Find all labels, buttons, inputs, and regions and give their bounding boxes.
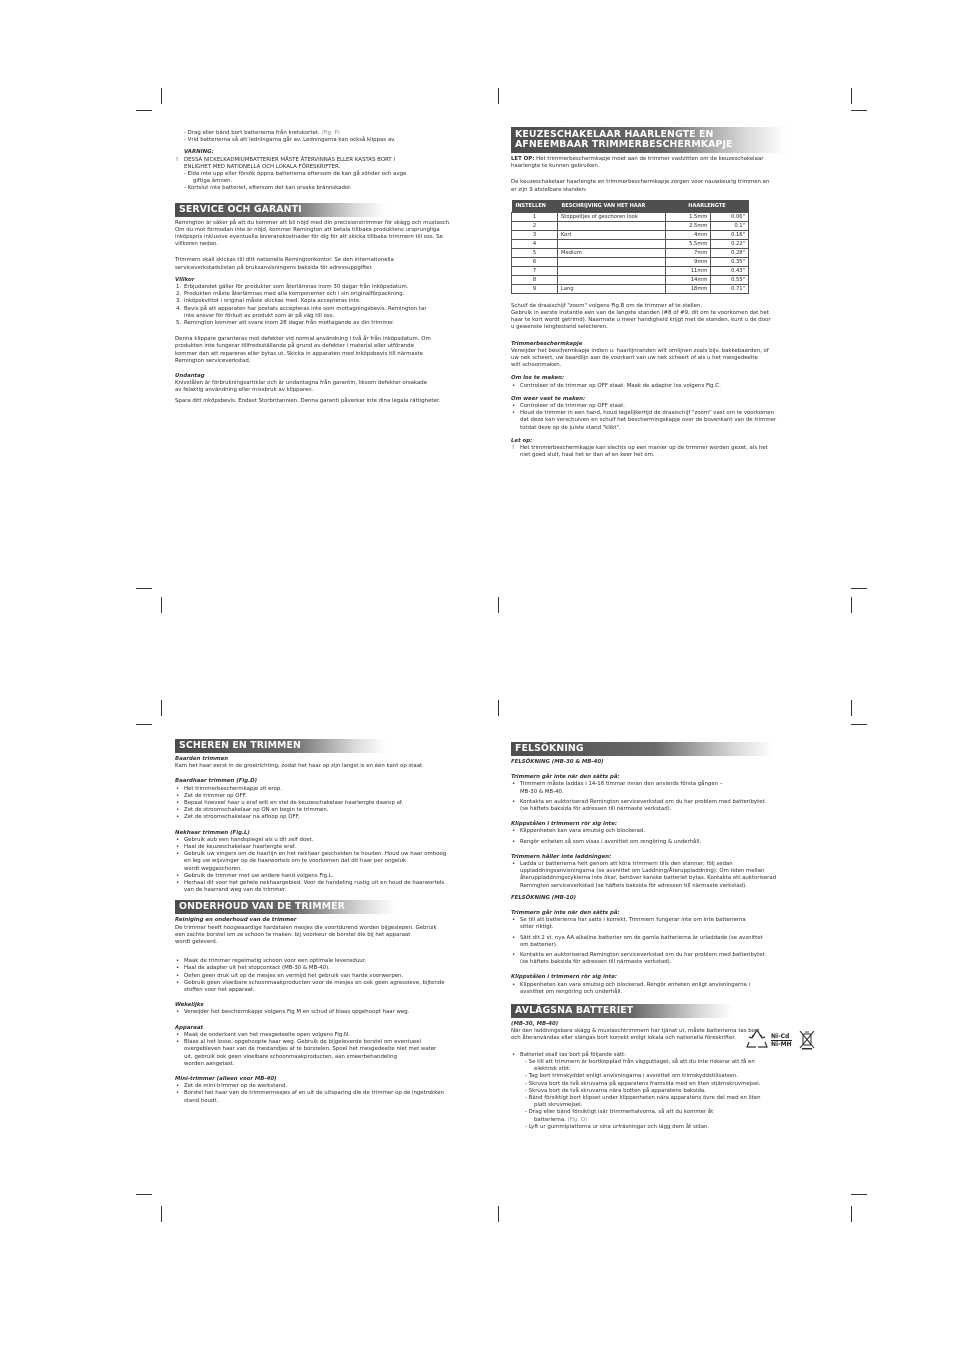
crop-mark: [851, 110, 867, 111]
table-cell: 0.22": [711, 239, 749, 248]
table-cell: Lang: [558, 284, 666, 293]
warning-icon: !: [512, 445, 515, 452]
mini-list: [175, 1083, 485, 1105]
nekhaar-list: [175, 837, 485, 895]
table-cell: [558, 266, 666, 275]
list-item: • Haal de keuzeschakelaar haarlengte eraf.: [176, 844, 296, 851]
table-cell: [558, 239, 666, 248]
table-cell: 2.5mm: [666, 221, 711, 230]
table-header: BESCHRIJVING VAN HET HAAR: [558, 200, 666, 213]
letop-note: LET OP: Het trimmerbeschermkapje moet aan de trimmer vastzitten om de keuzeschakelaar haarlengte te kunnen gebruiken.: [511, 156, 764, 170]
list-item: • Gebruik de trimmer met uw andere hand volgens Fig.L.: [176, 872, 334, 879]
baarden-title: Baarden trimmen: [175, 756, 229, 762]
section-title-felsokning: FELSÖKNING: [511, 742, 773, 756]
letop2-block: ! Het trimmerbeschermkapje kan slechts op een manier op de trimmer worden gezet, als het niet goed sluit, haal het er dan af en keer het om.: [512, 445, 768, 459]
list-item: • Gebruik uw vingers om de haarlijn en het nekhaar gescheiden te houden. Houd uw haar omhoog en leg uw wijsvinger op de haarwortels om te voorkomen dat dit haar per ongeluk wordt weggeschoren.: [176, 851, 447, 872]
list-item: • Zet de trimmer op OFF.: [176, 792, 247, 799]
table-row: [512, 230, 749, 239]
hair-length-table: [511, 200, 749, 294]
crop-mark: [851, 88, 852, 104]
warning-block: ! DESSA NICKELKADMIUMBATTERIER MÅSTE ÅTERVINNAS ELLER KASTAS BORT I ENLIGHET MED NATIONELLA OCH LOKALA FÖRESKRIFTER. - Elda inte upp eller försök öppna batterierna eftersom de kan gå sönder och avge giftiga ämnen. - Kortslut inte batteriet, eftersom det kan orsaka brännskador.: [176, 156, 407, 192]
trimmerbeschermkapje-text: Verwijder het beschermkapje indien u: haarlijnranden wilt omlijnen zoals bijv. bakkebaarden, of uw nek scheert, uw baardlijn aan de voorkant van uw nek scheert of als u het mesgedeelte wilt schoonmaken.: [511, 347, 769, 369]
section-title-scheren: SCHEREN EN TRIMMEN: [175, 739, 385, 753]
table-cell: 0.06": [711, 212, 749, 221]
list-item: 4. Bevis på att apparaten har postats accepteras inte som mottagningsbevis. Remington tar inte ansvar för förlust av produkt som är på väg till oss.: [176, 305, 427, 319]
list-item: • Ladda ur batterierna helt genom att köra trimmern tills den stannar; följ sedan uppladdningsanvisningarna (se avsnittet om Laddning/Återuppladdning). Om tiden mellan återuppladdningscyklerna inte ökar, behöver kanske batteriet bytas. Kontakta ett auktoriserad Remington serviceverkstad (se häftets baksida för adressen till närmaste verkstad).: [512, 861, 777, 889]
list-item: • Kontakta en auktoriserad Remington serviceverkstad om du har problem med batteribytet. (se häftets baksida för adressen till närmaste verkstad).: [512, 952, 767, 966]
wekelijks-title: Wekelijks: [175, 1002, 204, 1009]
table-row: [512, 266, 749, 275]
top-left-column: [175, 130, 485, 405]
list-item: • Gebruik geen vloeibare schoonmaakproducten voor de mesjes en ook geen agressieve, bijtende stoffen voor het apparaat.: [176, 979, 445, 994]
zoom-instruction: Schuif de draaischijf "zoom" volgens Fig.B om de trimmer af te stellen.: [511, 302, 703, 309]
table-cell: [558, 221, 666, 230]
table-cell: 0.55": [711, 275, 749, 284]
avlagsna-intro: När den laddningsbara skägg & mustaschtrimmern har tjänat ut, måste batterierna tas bort och återanvändas eller slängas bort korrekt enligt lokala och nationella föreskrifter.: [511, 1028, 760, 1042]
table-cell: 0.71": [711, 284, 749, 293]
bottom-left-column: [175, 739, 485, 1105]
table-cell: 0.35": [711, 257, 749, 266]
mini-title: Mini-trimmer (alleen voor MB-40): [175, 1075, 277, 1082]
table-cell: [558, 275, 666, 284]
table-cell: 0.1": [711, 221, 749, 230]
section-title-keuze: KEUZESCHAKELAAR HAARLENGTE EN AFNEEMBAAR TRIMMERBESCHERMKAPJE: [511, 127, 786, 153]
g3-title: Trimmern håller inte laddningen:: [511, 853, 612, 860]
list-item: • Maak de trimmer regelmatig schoon voor een optimale levensduur.: [176, 958, 367, 965]
top-right-column: [511, 127, 816, 459]
table-row: [512, 221, 749, 230]
undantag-text: Knivstålen är förbrukningsartiklar och är undantagna från garantin, liksom defekter orsakade av felaktig användning eller missbruk av klipparen.: [175, 380, 428, 394]
vast-title: Om weer vast te maken:: [511, 395, 586, 402]
section-title-service: SERVICE OCH GARANTI: [175, 203, 385, 217]
table-cell: Stoppeltjes of geschoren look: [558, 212, 666, 221]
crop-mark: [498, 597, 499, 613]
table-cell: [558, 257, 666, 266]
crop-mark: [851, 724, 867, 725]
table-cell: 5.5mm: [666, 239, 711, 248]
table-cell: 6: [512, 257, 558, 266]
length-advice: Gebruik in eerste instantie een van de langste standen (#8 of #9, dit om te voorkomen dat het haar te kort wordt getrimd). Naarmate u meer handigheid krijgt met de standen, kunt u de door u gewenste lengtestand selecteren.: [511, 310, 771, 331]
crop-mark: [498, 1206, 499, 1222]
list-item: • Houd de trimmer in een hand, houd tegelijkertijd de draaischijf "zoom" vast om te voorkomen dat deze kan verschuiven en schuif het beschermingskapje over de bovenkant van de trimmer totdat deze op de juiste stand "klikt".: [512, 410, 777, 431]
list-item: 5. Remington kommer att svara inom 28 dagar från mottagande av din trimmer.: [176, 320, 395, 327]
bottom-right-column: [511, 742, 816, 1131]
table-cell: Medium: [558, 248, 666, 257]
crop-mark: [851, 597, 852, 613]
list-item: • Zet de stroomschakelaar na afloop op OFF.: [176, 814, 300, 821]
los-title: Om los te maken:: [511, 375, 565, 382]
list-item: • Zet de stroomschakelaar op ON en begin te trimmen.: [176, 807, 329, 814]
avlagsna-sub: (MB-30, MB-40): [511, 1021, 559, 1028]
onderhoud-list: [175, 958, 485, 994]
table-row: [512, 284, 749, 293]
list-item: • Het trimmerbeschermkapje zit erop.: [176, 785, 282, 792]
g2-title: Klippstålen i trimmern rör sig inte:: [511, 821, 618, 828]
crop-mark: [498, 88, 499, 104]
crop-mark: [136, 724, 152, 725]
list-item: • Zet de mini-trimmer op de werkstand.: [176, 1083, 288, 1090]
felsokning-sub2: FELSÖKNING (MB-10): [511, 894, 576, 901]
table-cell: 14mm: [666, 275, 711, 284]
table-cell: 4mm: [666, 230, 711, 239]
list-item: • Trimmern måste laddas i 14-16 timmar innan den används första gången – MB-30 & MB-40.: [512, 781, 723, 795]
service-intro: Remington är säker på att du kommer att bli nöjd med din precisionstrimmer för skägg och mustasch. Om du mot förmodan inte är nöjd, kommer Remington att betala tillbaka produktens ursprungliga inköpspris inklusive eventuella leveranskostnader för dig för att skicka tillbaka trimmern till oss. Se villkoren nedan.: [175, 219, 451, 248]
section-title-avlagsna: AVLÄGSNA BATTERIET: [511, 1004, 733, 1018]
crop-mark: [136, 110, 152, 111]
list-item: • Blaas al het losse, opgehoopte haar weg. Gebruik de bijgeleverde borstel om eventueel overgebleven haar van de mestandjes af te borstelen. Spoel het mesgedeelte niet met water uit, gebruik ook geen vloeibare schoonmaakproducten, aan smeerbehandeling worden aangetast.: [176, 1039, 437, 1067]
table-cell: 1: [512, 212, 558, 221]
battery-type-label: Ni-Cd Ni-MH: [771, 1033, 792, 1048]
table-body: [512, 212, 749, 293]
list-item: • Controleer of de trimmer op OFF staat. Maak de adaptor los volgens Fig.C.: [512, 382, 721, 389]
crop-mark: [851, 1206, 852, 1222]
service-address: Trimmern skall skickas till ditt nationella Remingtonkontor. Se den internationella serviceverkstadslistan på bruksanvisningens baksida för adressuppgifter.: [175, 257, 394, 271]
receipt-note: Spara ditt inköpsbevis. Endast Storbritannien. Denna garanti påverkar inte dina legala rättigheter.: [175, 397, 441, 404]
table-row: [512, 275, 749, 284]
table-cell: 3: [512, 230, 558, 239]
table-row: [512, 239, 749, 248]
g5-title: Klippstålen i trimmern rör sig inte:: [511, 974, 618, 981]
fig-reference: (Fig. P): [321, 130, 340, 136]
g1-title: Trimmern går inte när den sätts på:: [511, 774, 620, 781]
table-cell: 9mm: [666, 257, 711, 266]
table-cell: 7mm: [666, 248, 711, 257]
apparaat-title: Apparaat: [175, 1024, 204, 1031]
keuze-intro: De keuzeschakelaar haarlengte en trimmerbeschermkapje zorgen voor nauwkeurig trimmen en er zijn 9 afstelbare standen:: [511, 179, 770, 193]
list-item: 1. Erbjudandet gäller för produkter som återlämnas inom 30 dagar från inköpsdatum.: [176, 284, 409, 291]
list-item: • Gebruik aub een handspiegel als u dit zelf doet.: [176, 836, 314, 843]
crop-mark: [161, 597, 162, 613]
table-row: [512, 212, 749, 221]
list-item: 2. Produkten måste återlämnas med alla komponenter och i sin originalförpackning.: [176, 291, 405, 298]
crop-mark: [161, 88, 162, 104]
list-item: • Rengör enheten så som visas i avsnittet om rengöring & underhåll.: [512, 838, 702, 845]
list-item: • Klippenheten kan vara smutsig och blockerad.: [512, 828, 646, 835]
list-item: • Sätt dit 2 st. nya AA alkaline batterier om de gamla batterierna är urladdade (se avsnittet om batterier).: [512, 934, 763, 948]
letop2-title: Let op:: [511, 437, 533, 444]
crop-mark: [851, 588, 867, 589]
crop-mark: [498, 700, 499, 716]
list-item: • Oefen geen druk uit op de mesjes en vermijd het gebruik van harde voorwerpen.: [176, 972, 404, 979]
nekhaar-title: Nekhaar trimmen (Fig.L): [175, 829, 250, 836]
crossed-bin-icon: [799, 1030, 815, 1050]
reiniging-text: De trimmer heeft hoogwaardige hardstalen mesjes die voortdurend worden bijgeslepen. Gebruik een zachte borstel om ze schoon te maken: bij voorkeur de borstel die bij het apparaat wordt geleverd.: [175, 924, 437, 946]
table-cell: 1.5mm: [666, 212, 711, 221]
table-cell: 8: [512, 275, 558, 284]
villkor-title: Villkor: [175, 276, 195, 283]
crop-mark: [161, 1206, 162, 1222]
baardhaar-title: Baardhaar trimmen (Fig.D): [175, 778, 258, 785]
table-header: INSTELLEN: [512, 200, 558, 213]
list-item: • Haal de adapter uit het stopcontact (MB-30 & MB-40).: [176, 965, 330, 972]
trimmerbeschermkapje-title: Trimmerbeschermkapje: [511, 340, 583, 347]
warning-title: VARNING:: [184, 149, 214, 156]
removal-steps: - Se till att trimmern är bortkopplad från vägguttaget, så att du inte riskerar att få en elektrisk stöt. - Tag bort trimskyddet enligt anvisningarna i avsnittet om trimskyddstillsatsen. - Skruva bort de två skruvarna på apparatens framsida med en liten stjärnskruvmejsel. - Skruva bort de två skruvarna nära botten på apparatens baksida. - Bänd försiktigt bort klipset under klippenheten nära apparatens övre del med en liten platt skruvmejsel. - Drag eller bänd försiktigt isär trimmerhalvorna, så att du kommer åt batterierna. (Fig. O) - Lyft ur gummiplattorna ur sina urfräsningar och lägg dem åt sidan.: [525, 1058, 761, 1130]
table-cell: 7: [512, 266, 558, 275]
list-item: • Maak de onderkant van het mesgedeelte open volgens Fig.N.: [176, 1031, 350, 1038]
warranty-text: Denna klippare garanteras mot defekter vid normal användning i två år från inköpsdatum. Om produkten inte fungerar tillfredsställande på grund av defekter i material eller utförande kommer den att repareras eller bytas ut. Skicka in apparaten med inköpsbevis till närmaste Remington serviceverkstad.: [175, 336, 431, 364]
section-title-onderhoud: ONDERHOUD VAN DE TRIMMER: [175, 900, 395, 914]
g4-title: Trimmern går inte när den sätts på:: [511, 910, 620, 917]
battery-removal-lines: - Drag eller bänd bort batterierna från kretskortet. (Fig. P) - Vrid batterierna så att ledningarna går av. Ledningarna kan också klippas av.: [184, 130, 396, 144]
table-cell: 18mm: [666, 284, 711, 293]
crop-mark: [851, 1194, 867, 1195]
list-item: • Verwijder het beschermkapje volgens Fig M en schud of blaas opgehoopt haar weg.: [176, 1009, 410, 1016]
fig-reference: (Fig. O): [567, 1116, 588, 1123]
list-item: • Bepaal hoeveel haar u eraf wilt en stel de keuzeschakelaar haarlengte daarop af.: [176, 800, 404, 807]
crop-mark: [136, 1194, 152, 1195]
warning-icon: !: [176, 156, 179, 163]
table-cell: 5: [512, 248, 558, 257]
felsokning-sub1: FELSÖKNING (MB-30 & MB-40): [511, 759, 604, 765]
list-item: 3. Inköpskvittot i original måste skickas med. Kopia accepteras inte.: [176, 298, 361, 305]
reiniging-title: Reiniging en onderhoud van de trimmer: [175, 917, 297, 924]
undantag-title: Undantag: [175, 373, 205, 380]
crop-mark: [136, 588, 152, 589]
table-cell: 0.43": [711, 266, 749, 275]
table-cell: 9: [512, 284, 558, 293]
list-item: • Se till att batterierna har satts i korrekt. Trimmern fungerar inte om inte batterierna sitter riktigt.: [512, 917, 746, 931]
villkor-list: [175, 284, 485, 327]
list-item: • Borstel het haar van de trimmermesjes af en uit de uitsparing die de trimmer op de ingetrokken stand houdt.: [176, 1090, 444, 1104]
list-item: • Kontakta en auktoriserad Remington serviceverkstad om du har problem med batteribytet. (se häftets baksida för adressen till närmaste verkstad).: [512, 798, 767, 813]
baardhaar-list: [175, 786, 485, 822]
table-header: HAARLENGTE: [666, 200, 749, 213]
recycle-icon: [744, 1027, 770, 1053]
table-cell: 4: [512, 239, 558, 248]
crop-mark: [161, 700, 162, 716]
apparaat-list: [175, 1032, 485, 1068]
table-row: [512, 248, 749, 257]
baarden-text: Kam het haar eerst in de groeirichting, zodat het haar op zijn langst is en één kant op staat.: [175, 763, 424, 770]
table-cell: 0.16": [711, 230, 749, 239]
table-cell: 11mm: [666, 266, 711, 275]
list-item: • Herhaal dit voor het gehele nekhaargebied. Voor de handeling rustig uit en houd de haarwortels van de haarrand weg van de trimmer.: [176, 880, 445, 894]
table-cell: Kort: [558, 230, 666, 239]
table-cell: 0.28": [711, 248, 749, 257]
list-item: • Klippenheten kan vara smutsig och blockerad. Rengör enheten enligt anvisningarna i avsnittet om rengöring och underhåll.: [512, 981, 751, 995]
list-item: • Batteriet skall tas bort på följande sätt:: [512, 1051, 626, 1058]
list-item: • Controleer of de trimmer op OFF staat.: [512, 403, 625, 410]
crop-mark: [851, 700, 852, 716]
table-row: [512, 257, 749, 266]
table-cell: 2: [512, 221, 558, 230]
